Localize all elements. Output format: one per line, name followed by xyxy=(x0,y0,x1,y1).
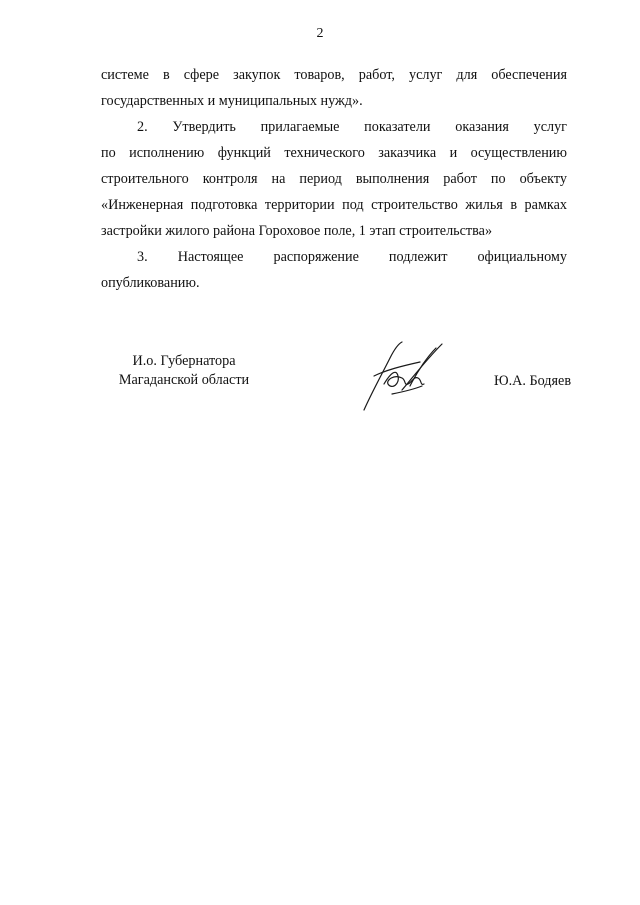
paragraph-line: системе в сфере закупок товаров, работ, услуг для обеспечения xyxy=(101,67,567,83)
paragraph-approve-indicators xyxy=(101,114,567,244)
paragraph-line: опубликованию. xyxy=(101,275,200,291)
paragraph-line: «Инженерная подготовка территории под строительство жилья в рамках xyxy=(101,197,567,213)
paragraph-line: государственных и муниципальных нужд». xyxy=(101,93,363,109)
paragraph-line: застройки жилого района Гороховое поле, 1 этап строительства» xyxy=(101,223,493,239)
page-number: 2 xyxy=(316,26,324,41)
paragraph-line: по исполнению функций технического заказчика и осуществлению xyxy=(101,145,567,161)
signer-position-region: Магаданской области xyxy=(118,372,250,388)
paragraph-line: 3. Настоящее распоряжение подлежит официальному xyxy=(137,249,567,265)
paragraph-line: 2. Утвердить прилагаемые показатели оказания услуг xyxy=(137,119,567,135)
signer-position-title: И.о. Губернатора xyxy=(132,353,236,369)
paragraph-procurement-end xyxy=(101,62,567,114)
handwritten-signature-icon xyxy=(362,340,446,412)
paragraph-publication xyxy=(101,244,567,296)
signer-name: Ю.А. Бодяев xyxy=(494,373,572,389)
paragraph-line: строительного контроля на период выполнения работ по объекту xyxy=(101,171,567,187)
signer-position xyxy=(110,352,258,390)
